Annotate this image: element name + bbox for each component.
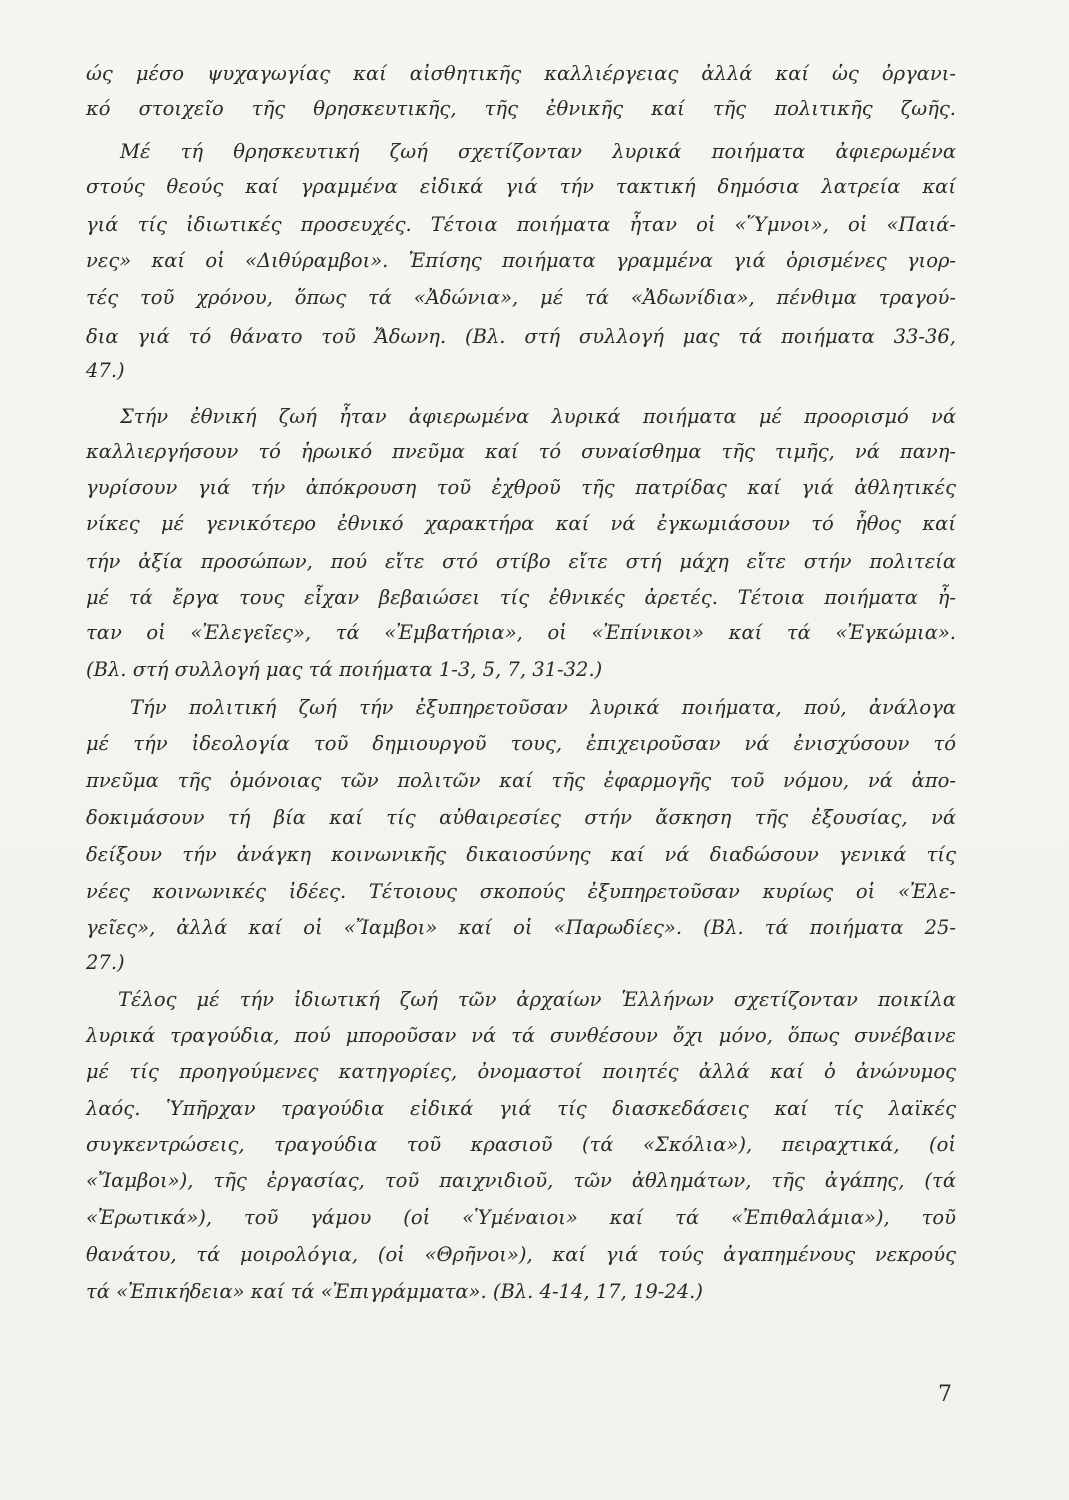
text-line: στούς θεούς καί γραμμένα εἰδικά γιά τήν τακτική δημόσια λατρεία καί (86, 175, 956, 198)
text-line: Στήν ἐθνική ζωή ἦταν ἀφιερωμένα λυρικά ποιήματα μέ προορισμό νά (120, 405, 956, 428)
text-line: μέ τά ἔργα τους εἶχαν βεβαιώσει τίς ἐθνικές ἀρετές. Τέτοια ποιήματα ἦ- (86, 586, 956, 609)
text-line: «Ἐρωτικά»), τοῦ γάμου (οἱ «Ὑμέναιοι» καί τά «Ἐπιθαλάμια»), τοῦ (86, 1206, 956, 1229)
text-line: ώς μέσο ψυχαγωγίας καί αἰσθητικῆς καλλιέργειας ἀλλά καί ὡς ὀργανι- (86, 62, 956, 85)
text-line: πνεῦμα τῆς ὁμόνοιας τῶν πολιτῶν καί τῆς ἐφαρμογῆς τοῦ νόμου, νά ἀπο- (86, 769, 956, 792)
text-line: μέ τήν ἰδεολογία τοῦ δημιουργοῦ τους, ἐπιχειροῦσαν νά ἐνισχύσουν τό (86, 732, 956, 755)
text-line: τές τοῦ χρόνου, ὅπως τά «Ἀδώνια», μέ τά «Ἀδωνίδια», πένθιμα τραγού- (86, 286, 956, 309)
text-line: γεῖες», ἀλλά καί οἱ «Ἴαμβοι» καί οἱ «Παρωδίες». (Βλ. τά ποιήματα 25- (86, 916, 956, 939)
text-line: γυρίσουν γιά τήν ἀπόκρουση τοῦ ἐχθροῦ τῆς πατρίδας καί γιά ἀθλητικές (86, 476, 956, 499)
text-line: Μέ τή θρησκευτική ζωή σχετίζονταν λυρικά ποιήματα ἀφιερωμένα (120, 140, 956, 163)
text-line: 27.) (86, 951, 125, 974)
text-line: γιά τίς ἰδιωτικές προσευχές. Τέτοια ποιήματα ἦταν οἱ «Ὕμνοι», οἱ «Παιά- (86, 213, 956, 236)
text-line: συγκεντρώσεις, τραγούδια τοῦ κρασιοῦ (τά «Σκόλια»), πειραχτικά, (οἱ (86, 1133, 956, 1156)
text-line: νέες κοινωνικές ἰδέες. Τέτοιους σκοπούς ἐξυπηρετοῦσαν κυρίως οἱ «Ἐλε- (86, 880, 956, 903)
text-line: 47.) (86, 359, 125, 382)
text-line: κό στοιχεῖο τῆς θρησκευτικῆς, τῆς ἐθνικῆς καί τῆς πολιτικῆς ζωῆς. (86, 97, 956, 120)
text-line: θανάτου, τά μοιρολόγια, (οἱ «Θρῆνοι»), καί γιά τούς ἀγαπημένους νεκρούς (86, 1243, 956, 1266)
page-number: 7 (938, 1382, 952, 1407)
text-line: νες» καί οἱ «Διθύραμβοι». Ἐπίσης ποιήματα γραμμένα γιά ὁρισμένες γιορ- (86, 249, 956, 272)
text-line: δείξουν τήν ἀνάγκη κοινωνικῆς δικαιοσύνης καί νά διαδώσουν γενικά τίς (86, 843, 956, 866)
text-line: τά «Ἐπικήδεια» καί τά «Ἐπιγράμματα». (Βλ. 4-14, 17, 19-24.) (86, 1280, 703, 1303)
text-line: νίκες μέ γενικότερο ἐθνικό χαρακτήρα καί νά ἐγκωμιάσουν τό ἦθος καί (86, 512, 956, 535)
text-line: λυρικά τραγούδια, πού μποροῦσαν νά τά συνθέσουν ὄχι μόνο, ὅπως συνέβαινε (86, 1024, 956, 1047)
text-line: «Ἴαμβοι»), τῆς ἐργασίας, τοῦ παιχνιδιοῦ, τῶν ἀθλημάτων, τῆς ἀγάπης, (τά (86, 1169, 956, 1192)
text-line: μέ τίς προηγούμενες κατηγορίες, ὀνομαστοί ποιητές ἀλλά καί ὁ ἀνώνυμος (86, 1060, 956, 1083)
text-line: ταν οἱ «Ἐλεγεῖες», τά «Ἐμβατήρια», οἱ «Ἐπίνικοι» καί τά «Ἐγκώμια». (86, 621, 956, 644)
text-line: Τήν πολιτική ζωή τήν ἐξυπηρετοῦσαν λυρικά ποιήματα, πού, ἀνάλογα (130, 696, 956, 719)
text-line: (Βλ. στή συλλογή μας τά ποιήματα 1-3, 5, 7, 31-32.) (86, 658, 603, 681)
text-line: δια γιά τό θάνατο τοῦ Ἄδωνη. (Βλ. στή συλλογή μας τά ποιήματα 33-36, (86, 325, 956, 348)
text-line: Τέλος μέ τήν ἰδιωτική ζωή τῶν ἀρχαίων Ἑλλήνων σχετίζονταν ποικίλα (118, 988, 956, 1011)
text-line: τήν ἀξία προσώπων, πού εἴτε στό στίβο εἴτε στή μάχη εἴτε στήν πολιτεία (86, 550, 956, 573)
text-line: λαός. Ὑπῆρχαν τραγούδια εἰδικά γιά τίς διασκεδάσεις καί τίς λαϊκές (86, 1097, 956, 1120)
text-line: δοκιμάσουν τή βία καί τίς αὐθαιρεσίες στήν ἄσκηση τῆς ἐξουσίας, νά (86, 806, 956, 829)
text-line: καλλιεργήσουν τό ἡρωικό πνεῦμα καί τό συναίσθημα τῆς τιμῆς, νά πανη- (86, 440, 956, 463)
